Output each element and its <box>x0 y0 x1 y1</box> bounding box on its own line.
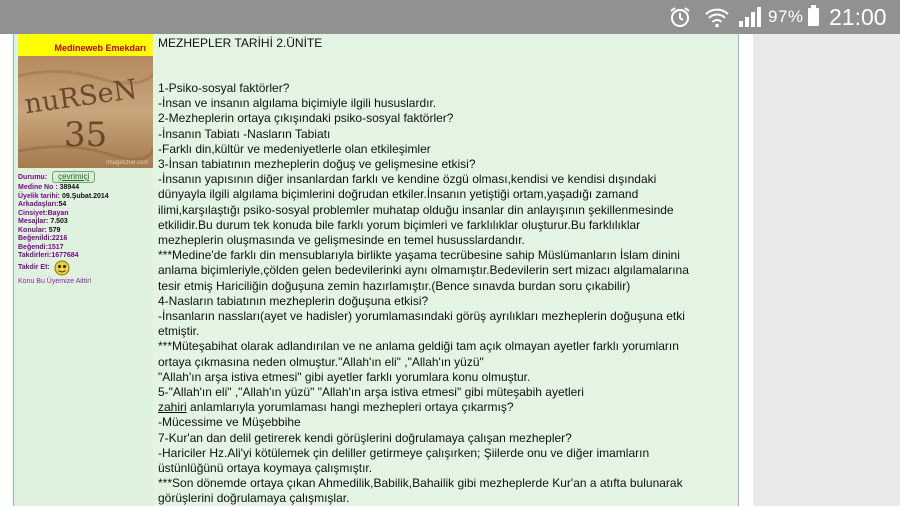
post-line: 4-Nasların tabiatının mezheplerin doğuşuna etkisi? <box>158 293 429 308</box>
join-date-value: 09.Şubat.2014 <box>61 192 109 200</box>
post-line: görüşlerini doğrulamaya çalışmışlar. <box>158 491 350 506</box>
post-body <box>158 81 738 507</box>
rank-title: Medineweb Emekdarı <box>54 43 146 53</box>
liked-value: 2216 <box>51 235 68 242</box>
post-line: -Mücessime ve Müşebbihe <box>158 415 301 430</box>
post-line: dünyayla ilgili algılama biçimlerini doğrudan etkiler.İnsanın yetiştiği ortam,yaşadığı zamand <box>158 187 639 202</box>
likes-value: 1517 <box>47 243 64 251</box>
avatar-number-text: 35 <box>64 115 108 155</box>
online-status-badge[interactable]: çevrimiçi <box>52 171 95 183</box>
member-no-row <box>18 184 109 193</box>
post-line: -İnsanların nassları(ayet ve hadisler) yorumlamasındaki görüş ayrılıkları mezheplerin doğuşuna etki <box>158 309 685 324</box>
underlined-word: zahiri <box>158 400 187 415</box>
member-info <box>18 184 109 261</box>
page-background <box>753 34 900 506</box>
alarm-icon <box>668 0 692 34</box>
post-line: anlama biçimleriyle,çölden gelen bedevilerinki aynı olmamıştır.Bedevilerin sert mizacı algılamalarına <box>158 263 689 278</box>
gender-label: Cinsiyet: <box>18 209 48 217</box>
post-line: etmiştir. <box>158 324 200 339</box>
rank-banner <box>18 34 154 56</box>
status-row <box>18 171 95 183</box>
post-line-rest: anlamlarıyla yorumlaması hangi mezhepleri ortaya çıkarmış? <box>190 400 514 415</box>
battery-percent: 97% <box>768 7 804 26</box>
join-date-label: Üyelik tarihi: <box>18 192 61 200</box>
avatar-name-text: nuRSeN <box>22 73 140 121</box>
signal-icon <box>738 0 762 34</box>
friends-row <box>18 201 109 210</box>
wifi-icon <box>704 0 730 34</box>
post-line: mezheplerin oluşmasında ve gelişmesinde en temel hususslardandır. <box>158 233 525 248</box>
thank-row <box>18 260 70 276</box>
liked-row <box>18 235 109 244</box>
post-line: ortaya çıkmasına neden olmuştur."Allah'ın eli" ,"Allah'ın yüzü" <box>158 354 484 369</box>
avatar[interactable] <box>18 56 154 168</box>
user-profile-sidebar <box>13 34 155 506</box>
gender-row <box>18 210 109 219</box>
post-line: 5-"Allah'ın eli" ,"Allah'ın yüzü" "Allah'ın arşa istiva etmesi" gibi müteşabih ayetleri <box>158 385 584 400</box>
topics-row <box>18 227 109 236</box>
post-line: ***Son dönemde ortaya çıkan Ahmedilik,Babilik,Bahailik gibi mezheplerde Kur'an a atıfta bulunarak <box>158 476 683 491</box>
thanks-value: 1677684 <box>51 252 79 259</box>
gender-value: Bayan <box>47 209 69 217</box>
status-bar <box>0 0 900 34</box>
post-line: ***Medine'de farklı din mensublarıyla birlikte yaşama tecrübesine sahip Müslümanların İslam dinini <box>158 248 680 263</box>
post-line: -İnsanın Tabiatı -Nasların Tabiatı <box>158 126 331 141</box>
post-line: -İnsan ve insanın algılama biçimiyle ilgili hususlardır. <box>158 96 437 111</box>
thank-label: Takdir Et: <box>18 263 50 271</box>
post-line: -Farklı din,kültür ve medeniyetlerle olan etkileşimler <box>158 141 431 156</box>
friends-label: Arkadaşları: <box>18 201 59 208</box>
likes-label: Beğendi: <box>18 243 48 251</box>
post-line-zahiri <box>158 400 738 415</box>
topic-owner-link[interactable]: Konu Bu Üyemize Aittir! <box>18 278 92 285</box>
topics-value: 579 <box>48 226 61 234</box>
forum-page <box>0 34 900 506</box>
battery-status <box>768 0 819 34</box>
avatar-watermark: ImageChef.com <box>106 160 149 166</box>
friends-value: 54 <box>58 201 67 208</box>
thanks-label: Takdirleri: <box>18 252 52 259</box>
post-line: ilimi,karşılaştığı psiko-sosyal problemler muhatap olduğu insanlar din anlayışının şekillenmesinde <box>158 202 674 217</box>
join-date-row <box>18 193 109 202</box>
member-no-label: Medine No : <box>18 184 58 191</box>
post-content <box>153 34 739 506</box>
thank-smiley-icon[interactable] <box>54 260 70 276</box>
clock: 21:00 <box>829 3 887 30</box>
post-line: ***Müteşabihat olarak adlandırılan ve ne anlama geldiği tam açık olmayan ayetler farklı yorumların <box>158 339 679 354</box>
post-line: -Hariciler Hz.Ali'yi kötülemek çin deliller getirmeye çalışırken; Şiilerde onu ve diğer imamların <box>158 445 650 460</box>
messages-value: 7.503 <box>50 218 68 225</box>
post-line: 7-Kur'an dan delil getirerek kendi görüşlerini doğrulamaya çalışan mezhepler? <box>158 430 572 445</box>
messages-row <box>18 218 109 227</box>
liked-label: Beğenildi: <box>18 235 52 242</box>
post-line: üstünlüğünü ortaya koymaya çalışmıştır. <box>158 461 373 476</box>
status-label: Durumu: <box>18 174 48 181</box>
likes-row <box>18 244 109 253</box>
member-no-value: 38944 <box>59 184 80 191</box>
battery-icon <box>808 8 819 26</box>
post-line: tesir etmiş Hariciliğin doğuşuna zemin hazırlamıştır.(Bence sınavda burdan soru çıkabilir) <box>158 278 631 293</box>
post-line: etkilidir.Bu durum tek konuda bile farklı yorum biçimleri ve farklılıklar oluşturur.Bu farklılıklar <box>158 217 641 232</box>
post-line: 3-İnsan tabiatının mezheplerin doğuş ve gelişmesine etkisi? <box>158 157 476 172</box>
post-line: 1-Psiko-sosyal faktörler? <box>158 81 290 95</box>
messages-label: Mesajlar: <box>18 218 49 225</box>
post-line: 2-Mezheplerin ortaya çıkışındaki psiko-sosyal faktörler? <box>158 111 454 126</box>
topics-label: Konular: <box>18 226 47 234</box>
post-line: -İnsanın yapısının diğer insanlardan farklı ve kendine özgü olması,kendisi ve kendisi dışındaki <box>158 172 657 187</box>
post-line: "Allah'ın arşa istiva etmesi" gibi ayetler farklı yorumlara konu olmuştur. <box>158 369 531 384</box>
post-title: MEZHEPLER TARİHİ 2.ÜNİTE <box>158 36 323 50</box>
